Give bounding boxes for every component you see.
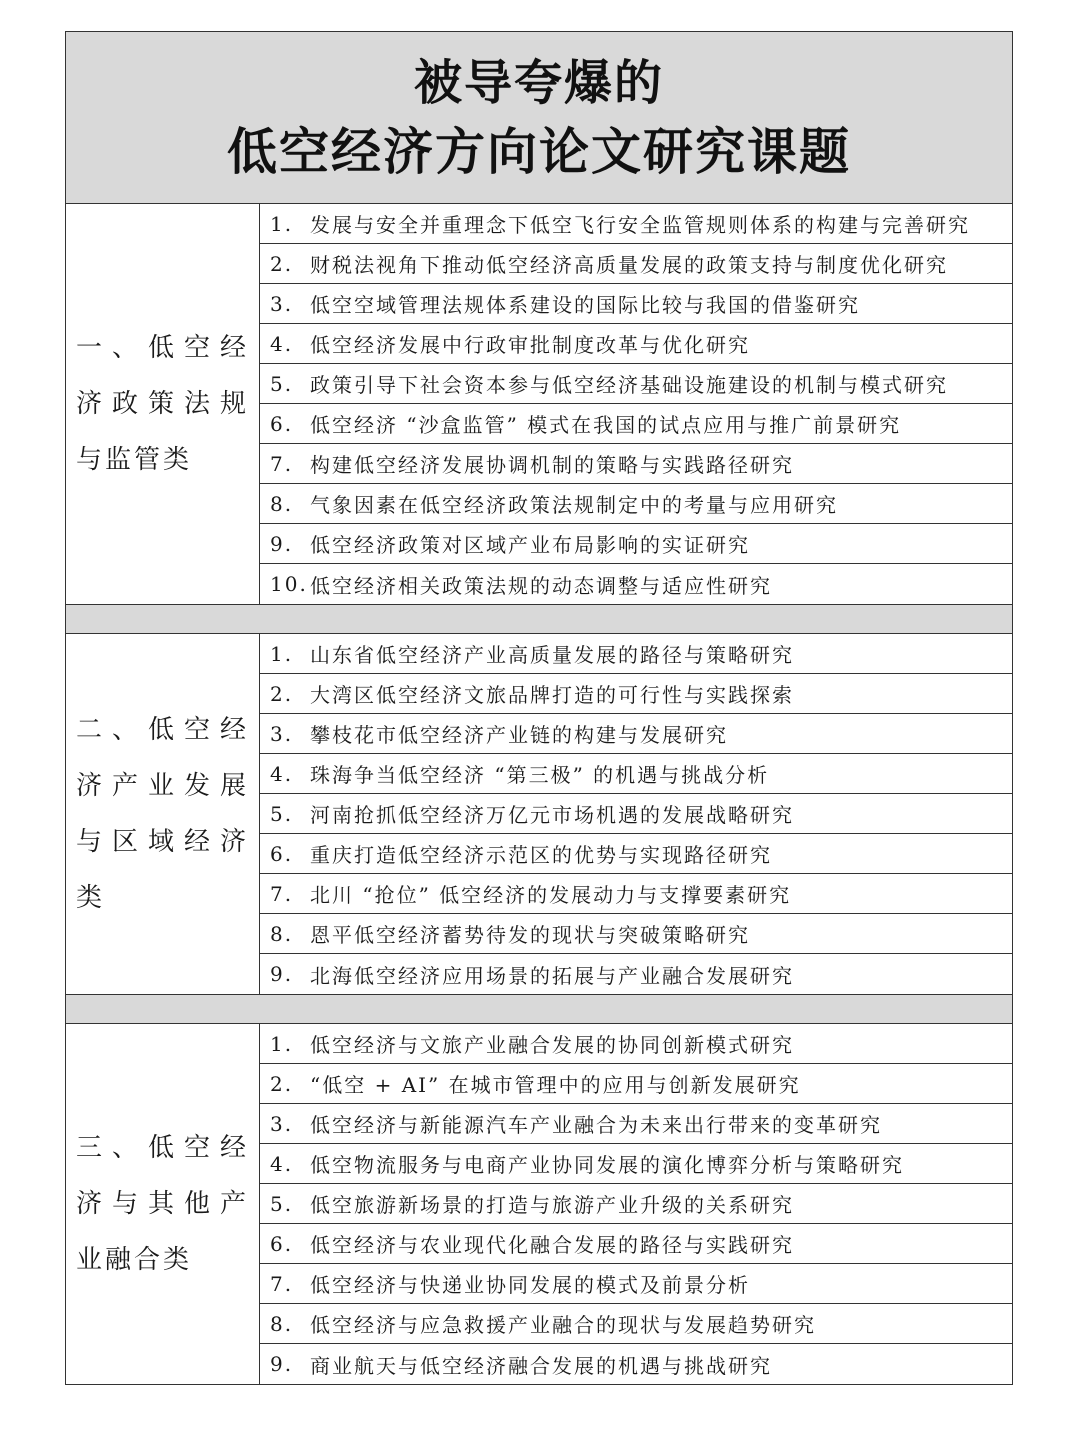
category-label: 三、低空经济与其他产业融合类 — [76, 1133, 249, 1275]
list-item — [260, 484, 1012, 524]
item-text: 重庆打造低空经济示范区的优势与实现路径研究 — [310, 843, 772, 867]
page-title-line1: 被导夸爆的 — [413, 54, 664, 111]
section-divider — [66, 995, 1012, 1024]
section-policy — [66, 204, 1012, 605]
category-cell — [66, 204, 260, 604]
item-text: 低空旅游新场景的打造与旅游产业升级的关系研究 — [310, 1193, 794, 1217]
list-item — [260, 714, 1012, 754]
topic-table — [65, 31, 1013, 1385]
item-text: 发展与安全并重理念下低空飞行安全监管规则体系的构建与完善研究 — [310, 213, 970, 237]
list-item — [260, 674, 1012, 714]
list-item — [260, 1104, 1012, 1144]
list-item — [260, 1024, 1012, 1064]
item-number: 2. — [270, 681, 294, 706]
topic-list — [260, 1024, 1012, 1384]
topic-list — [260, 634, 1012, 994]
item-number: 3. — [270, 291, 294, 316]
item-text: 低空经济与文旅产业融合发展的协同创新模式研究 — [310, 1033, 794, 1057]
title-header — [66, 32, 1012, 204]
list-item — [260, 834, 1012, 874]
list-item — [260, 284, 1012, 324]
item-text: 气象因素在低空经济政策法规制定中的考量与应用研究 — [310, 493, 838, 517]
category-label: 一、低空经济政策法规与监管类 — [76, 333, 249, 475]
item-text: 低空经济与农业现代化融合发展的路径与实践研究 — [310, 1233, 794, 1257]
list-item — [260, 954, 1012, 994]
list-item — [260, 1184, 1012, 1224]
item-text: 构建低空经济发展协调机制的策略与实践路径研究 — [310, 453, 794, 477]
item-text: 低空物流服务与电商产业协同发展的演化博弈分析与策略研究 — [310, 1153, 904, 1177]
item-number: 5. — [270, 371, 294, 396]
list-item — [260, 874, 1012, 914]
list-item — [260, 1264, 1012, 1304]
list-item — [260, 1304, 1012, 1344]
item-number: 9. — [270, 962, 294, 986]
item-number: 5. — [270, 801, 294, 826]
item-text: 商业航天与低空经济融合发展的机遇与挑战研究 — [310, 1353, 772, 1378]
item-number: 7. — [270, 1271, 294, 1296]
list-item — [260, 914, 1012, 954]
topic-list — [260, 204, 1012, 604]
item-number: 9. — [270, 531, 294, 556]
item-text: 低空经济与新能源汽车产业融合为未来出行带来的变革研究 — [310, 1113, 882, 1137]
item-number: 6. — [270, 841, 294, 866]
item-text: 低空经济 “沙盒监管” 模式在我国的试点应用与推广前景研究 — [310, 413, 902, 437]
list-item — [260, 1064, 1012, 1104]
item-number: 2. — [270, 251, 294, 276]
item-text: 大湾区低空经济文旅品牌打造的可行性与实践探索 — [310, 683, 794, 707]
item-number: 1. — [270, 641, 294, 666]
item-number: 10. — [270, 572, 308, 596]
item-number: 1. — [270, 1031, 294, 1056]
item-text: 低空经济与应急救援产业融合的现状与发展趋势研究 — [310, 1313, 816, 1337]
list-item — [260, 204, 1012, 244]
list-item — [260, 404, 1012, 444]
item-text: “低空 + AI” 在城市管理中的应用与创新发展研究 — [310, 1073, 801, 1097]
item-text: 河南抢抓低空经济万亿元市场机遇的发展战略研究 — [310, 803, 794, 827]
list-item — [260, 564, 1012, 604]
item-number: 9. — [270, 1352, 294, 1376]
item-number: 8. — [270, 491, 294, 516]
list-item — [260, 364, 1012, 404]
item-text: 低空经济与快递业协同发展的模式及前景分析 — [310, 1273, 750, 1297]
item-number: 5. — [270, 1191, 294, 1216]
item-number: 3. — [270, 1111, 294, 1136]
list-item — [260, 444, 1012, 484]
list-item — [260, 244, 1012, 284]
item-number: 7. — [270, 451, 294, 476]
item-number: 2. — [270, 1071, 294, 1096]
item-text: 北海低空经济应用场景的拓展与产业融合发展研究 — [310, 963, 794, 988]
list-item — [260, 634, 1012, 674]
item-number: 7. — [270, 881, 294, 906]
item-text: 政策引导下社会资本参与低空经济基础设施建设的机制与模式研究 — [310, 373, 948, 397]
section-integration — [66, 1024, 1012, 1384]
item-number: 8. — [270, 921, 294, 946]
item-text: 财税法视角下推动低空经济高质量发展的政策支持与制度优化研究 — [310, 253, 948, 277]
list-item — [260, 1224, 1012, 1264]
item-number: 6. — [270, 1231, 294, 1256]
item-text: 北川 “抢位” 低空经济的发展动力与支撑要素研究 — [310, 883, 792, 907]
item-text: 低空经济相关政策法规的动态调整与适应性研究 — [310, 573, 772, 598]
category-cell — [66, 1024, 260, 1384]
list-item — [260, 1144, 1012, 1184]
item-number: 4. — [270, 1151, 294, 1176]
item-text: 低空经济发展中行政审批制度改革与优化研究 — [310, 333, 750, 357]
item-text: 低空经济政策对区域产业布局影响的实证研究 — [310, 533, 750, 557]
category-label: 二、低空经济产业发展与区域经济类 — [76, 715, 249, 913]
list-item — [260, 1344, 1012, 1384]
item-text: 恩平低空经济蓄势待发的现状与突破策略研究 — [310, 923, 750, 947]
item-number: 8. — [270, 1311, 294, 1336]
list-item — [260, 324, 1012, 364]
list-item — [260, 754, 1012, 794]
item-text: 低空空域管理法规体系建设的国际比较与我国的借鉴研究 — [310, 293, 860, 317]
category-cell — [66, 634, 260, 994]
list-item — [260, 524, 1012, 564]
list-item — [260, 794, 1012, 834]
item-text: 山东省低空经济产业高质量发展的路径与策略研究 — [310, 643, 794, 667]
item-number: 1. — [270, 211, 294, 236]
item-text: 珠海争当低空经济 “第三极” 的机遇与挑战分析 — [310, 763, 770, 787]
section-divider — [66, 605, 1012, 634]
section-industry — [66, 634, 1012, 995]
page-title-line2: 低空经济方向论文研究课题 — [227, 122, 851, 181]
item-number: 3. — [270, 721, 294, 746]
item-number: 4. — [270, 761, 294, 786]
item-number: 4. — [270, 331, 294, 356]
item-text: 攀枝花市低空经济产业链的构建与发展研究 — [310, 723, 728, 747]
item-number: 6. — [270, 411, 294, 436]
